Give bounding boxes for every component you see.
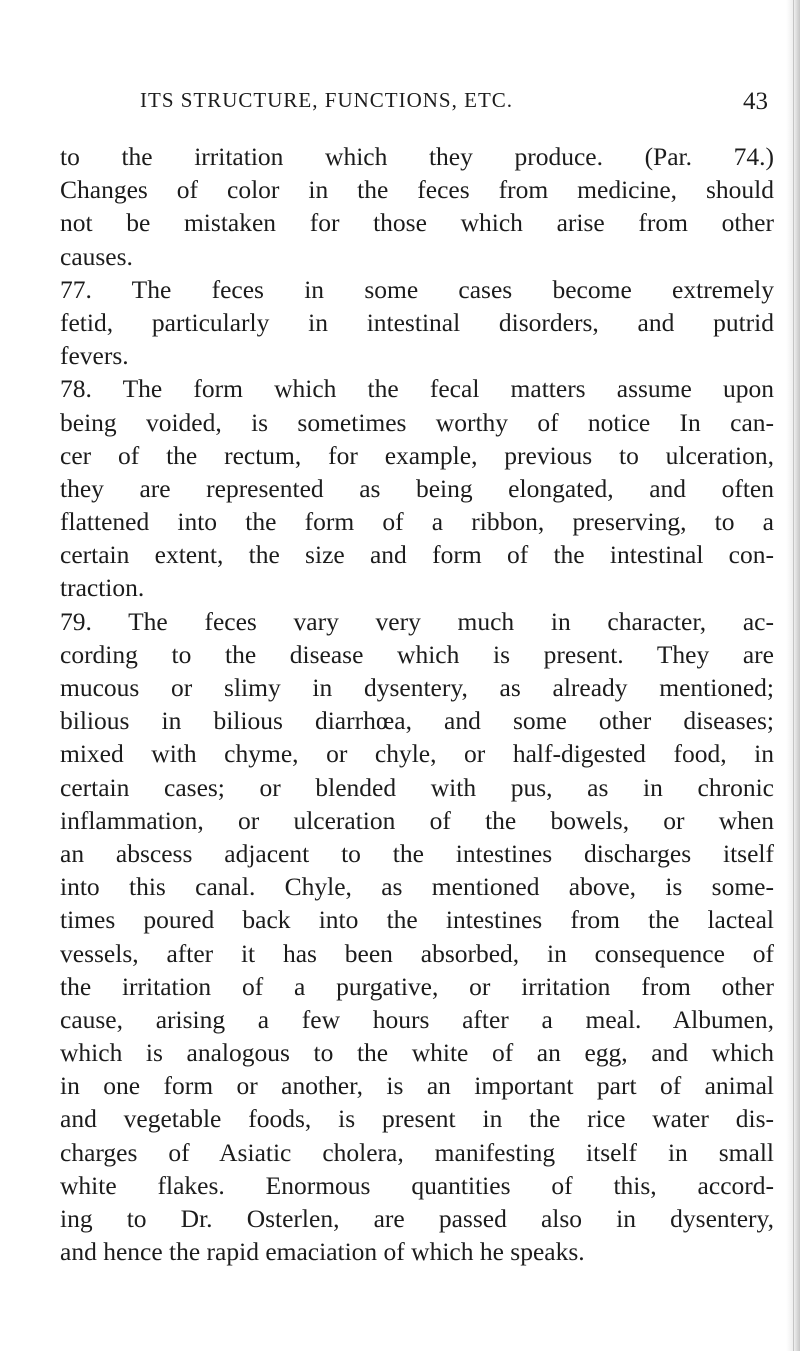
page-number: 43 (743, 88, 768, 115)
text-line: flattened into the form of a ribbon, preserving, to a (60, 507, 774, 537)
text-line: not be mistaken for those which arise from other (60, 208, 774, 238)
text-line: traction. (60, 573, 145, 603)
text-line: they are represented as being elongated, and often (60, 473, 774, 503)
text-line: and vegetable foods, is present in the rice water dis- (60, 1104, 774, 1134)
text-line: times poured back into the intestines from the lacteal (60, 905, 774, 935)
running-head-title: ITS STRUCTURE, FUNCTIONS, ETC. (140, 88, 514, 112)
text-line: cording to the disease which is present. They are (60, 639, 774, 669)
text-line: fevers. (60, 341, 129, 371)
text-line: causes. (60, 241, 133, 271)
text-line: an abscess adjacent to the intestines discharges itself (60, 838, 774, 868)
text-line: certain extent, the size and form of the intestinal con- (60, 540, 774, 570)
text-line: bilious in bilious diarrhœa, and some other diseases; (60, 706, 774, 736)
page-edge-line (793, 0, 794, 1351)
text-line: Changes of color in the feces from medicine, should (60, 175, 774, 205)
text-line: 78. The form which the fecal matters assume upon (60, 374, 774, 404)
text-line: which is analogous to the white of an egg, and which (60, 1038, 774, 1068)
text-line: mucous or slimy in dysentery, as already mentioned; (60, 673, 774, 702)
text-line: cer of the rectum, for example, previous to ulceration, (60, 440, 774, 470)
text-line: in one form or another, is an important part of animal (60, 1071, 774, 1101)
text-line: cause, arising a few hours after a meal. Albumen, (60, 1004, 774, 1034)
text-line: 77. The feces in some cases become extremely (60, 274, 774, 304)
body-text (60, 140, 774, 1268)
text-line: to the irritation which they produce. (Par. 74.) (60, 142, 774, 171)
text-line: mixed with chyme, or chyle, or half-digested food, in (60, 739, 774, 769)
text-line: white flakes. Enormous quantities of this, accord- (60, 1170, 774, 1200)
text-line: inflammation, or ulceration of the bowels, or when (60, 805, 774, 835)
text-line: the irritation of a purgative, or irritation from other (60, 971, 774, 1001)
text-line: 79. The feces vary very much in character, ac- (60, 606, 774, 636)
running-head (140, 88, 790, 118)
text-line: certain cases; or blended with pus, as in chronic (60, 772, 774, 802)
text-line: charges of Asiatic cholera, manifesting itself in small (60, 1137, 774, 1167)
text-line: ing to Dr. Osterlen, are passed also in dysentery, (60, 1204, 774, 1233)
text-line: being voided, is sometimes worthy of notice In can- (60, 407, 774, 437)
text-line: and hence the rapid emaciation of which he speaks. (60, 1237, 585, 1267)
text-line: vessels, after it has been absorbed, in consequence of (60, 938, 774, 968)
text-line: into this canal. Chyle, as mentioned above, is some- (60, 872, 774, 902)
text-line: fetid, particularly in intestinal disorders, and putrid (60, 307, 774, 337)
